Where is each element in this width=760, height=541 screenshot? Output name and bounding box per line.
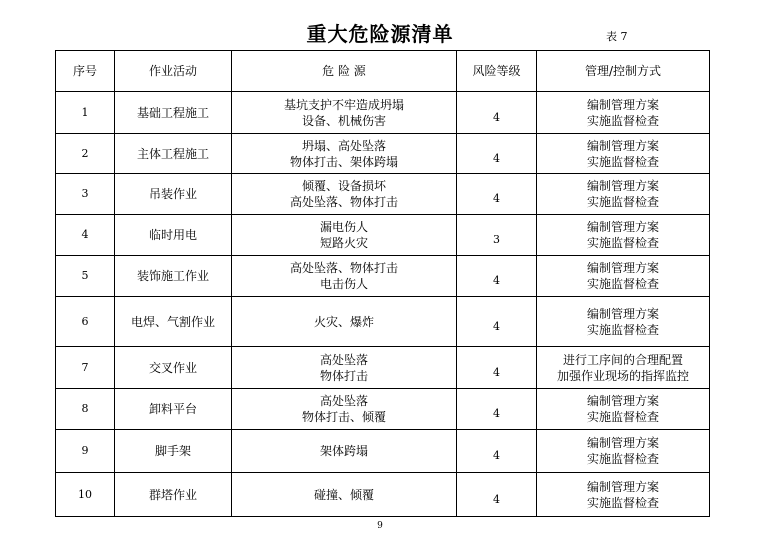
control-cell	[537, 256, 710, 297]
page-number: 9	[377, 521, 383, 531]
row-number: 7	[56, 347, 115, 389]
control-cell-line: 编制管理方案	[586, 436, 659, 450]
row-number: 8	[56, 389, 115, 430]
row-number: 3	[56, 174, 115, 215]
activity-cell: 卸料平台	[115, 389, 232, 430]
risk-level-cell: 4	[457, 430, 537, 473]
table-row	[56, 92, 710, 134]
table-number: 表 7	[606, 30, 628, 43]
risk-level-cell: 3	[457, 215, 537, 256]
control-cell-line: 编制管理方案	[586, 138, 659, 153]
control-cell-line: 加强作业现场的指挥监控	[556, 368, 689, 383]
risk-level-cell: 4	[457, 297, 537, 347]
row-number: 1	[56, 92, 115, 134]
row-number: 6	[56, 297, 115, 347]
header-risk-level: 风险等级	[457, 51, 537, 92]
header-activity: 作业活动	[115, 51, 232, 92]
hazard-cell-line: 基坑支护不牢造成坍塌	[283, 97, 404, 112]
page-title: 重大危险源清单	[306, 22, 454, 46]
control-cell	[537, 473, 710, 517]
hazard-cell-line: 倾覆、设备损坏	[301, 179, 386, 193]
header-hazard: 危 险 源	[232, 51, 457, 92]
activity-cell: 装饰施工作业	[115, 256, 232, 297]
hazard-cell	[232, 174, 457, 215]
table-row	[56, 256, 710, 297]
control-cell-line: 编制管理方案	[586, 97, 659, 112]
hazard-cell	[232, 473, 457, 517]
table-row	[56, 215, 710, 256]
risk-level-cell: 4	[457, 174, 537, 215]
control-cell-line: 实施监督检查	[586, 195, 659, 209]
row-number: 9	[56, 430, 115, 473]
hazard-cell-line: 高处坠落	[319, 394, 368, 408]
hazard-cell-line: 高处坠落、物体打击	[289, 261, 398, 275]
hazard-cell	[232, 134, 457, 174]
control-cell	[537, 430, 710, 473]
hazard-cell-line: 物体打击、倾覆	[301, 410, 386, 424]
control-cell-line: 编制管理方案	[586, 479, 659, 494]
control-cell-line: 实施监督检查	[586, 322, 659, 337]
hazard-cell	[232, 215, 457, 256]
activity-cell: 基础工程施工	[115, 92, 232, 134]
hazard-cell	[232, 256, 457, 297]
hazard-cell-line: 短路火灾	[319, 236, 368, 250]
control-cell-line: 实施监督检查	[586, 236, 659, 250]
hazard-cell	[232, 430, 457, 473]
hazard-cell-line: 电击伤人	[319, 277, 368, 291]
control-cell-line: 实施监督检查	[586, 277, 659, 291]
table-row	[56, 389, 710, 430]
control-cell-line: 编制管理方案	[586, 179, 659, 193]
table-row	[56, 297, 710, 347]
control-cell-line: 实施监督检查	[586, 410, 659, 424]
risk-level-cell: 4	[457, 256, 537, 297]
control-cell	[537, 389, 710, 430]
row-number: 5	[56, 256, 115, 297]
header-no: 序号	[56, 51, 115, 92]
row-number: 4	[56, 215, 115, 256]
hazard-cell-line: 设备、机械伤害	[301, 113, 386, 128]
hazard-cell-line: 高处坠落	[319, 352, 368, 367]
activity-cell: 脚手架	[115, 430, 232, 473]
risk-level-cell: 4	[457, 473, 537, 517]
control-cell-line: 编制管理方案	[586, 220, 659, 234]
hazard-cell	[232, 297, 457, 347]
hazard-cell-line: 火灾、爆炸	[313, 314, 374, 329]
row-number: 10	[56, 473, 115, 517]
activity-cell: 临时用电	[115, 215, 232, 256]
control-cell-line: 编制管理方案	[586, 306, 659, 321]
hazard-table	[55, 50, 710, 517]
activity-cell: 群塔作业	[115, 473, 232, 517]
hazard-cell-line: 坍塌、高处坠落	[301, 138, 386, 153]
hazard-cell-line: 漏电伤人	[319, 220, 368, 234]
hazard-cell-line: 高处坠落、物体打击	[289, 195, 398, 209]
activity-cell: 吊装作业	[115, 174, 232, 215]
control-cell-line: 编制管理方案	[586, 394, 659, 408]
control-cell	[537, 215, 710, 256]
table-row	[56, 430, 710, 473]
control-cell-line: 实施监督检查	[586, 154, 659, 169]
hazard-cell-line: 碰撞、倾覆	[313, 487, 374, 502]
risk-level-cell: 4	[457, 347, 537, 389]
control-cell-line: 实施监督检查	[586, 452, 659, 466]
hazard-cell-line: 物体打击	[319, 368, 368, 383]
hazard-cell	[232, 389, 457, 430]
risk-level-cell: 4	[457, 92, 537, 134]
table-row	[56, 134, 710, 174]
control-cell-line: 进行工序间的合理配置	[562, 352, 683, 367]
table-row	[56, 347, 710, 389]
activity-cell: 电焊、气割作业	[115, 297, 232, 347]
control-cell	[537, 134, 710, 174]
hazard-cell	[232, 92, 457, 134]
table-body	[56, 92, 710, 517]
control-cell-line: 实施监督检查	[586, 113, 659, 128]
control-cell	[537, 92, 710, 134]
risk-level-cell: 4	[457, 389, 537, 430]
activity-cell: 交叉作业	[115, 347, 232, 389]
row-number: 2	[56, 134, 115, 174]
hazard-cell	[232, 347, 457, 389]
control-cell	[537, 174, 710, 215]
hazard-cell-line: 物体打击、架体跨塌	[289, 154, 398, 169]
control-cell-line: 编制管理方案	[586, 261, 659, 275]
header-row	[56, 51, 710, 92]
risk-level-cell: 4	[457, 134, 537, 174]
table-row	[56, 473, 710, 517]
hazard-cell-line: 架体跨塌	[319, 444, 368, 458]
control-cell	[537, 347, 710, 389]
table-row	[56, 174, 710, 215]
control-cell	[537, 297, 710, 347]
header-control: 管理/控制方式	[537, 51, 710, 92]
control-cell-line: 实施监督检查	[586, 495, 659, 510]
activity-cell: 主体工程施工	[115, 134, 232, 174]
